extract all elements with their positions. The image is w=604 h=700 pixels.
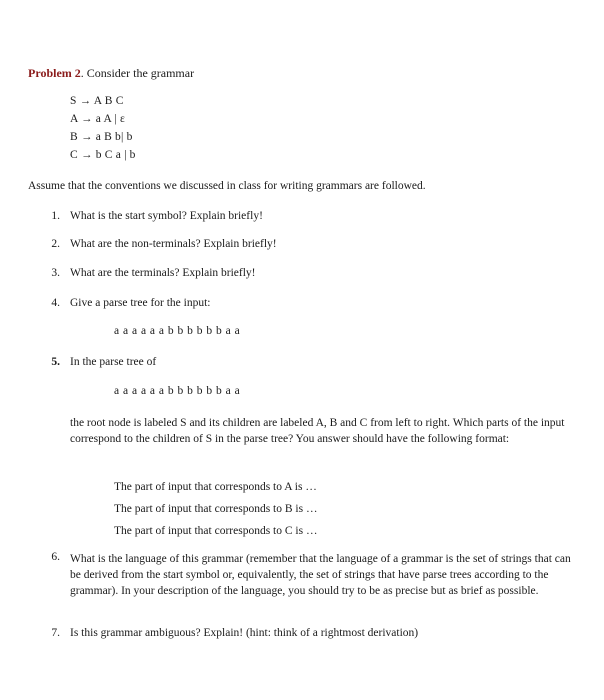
answer-format-a: The part of input that corresponds to A is … [114,481,317,493]
question-3-text: What are the terminals? Explain briefly! [70,267,256,279]
question-1-text: What is the start symbol? Explain briefly! [70,210,263,222]
question-7-text: Is this grammar ambiguous? Explain! (hint: think of a rightmost derivation) [70,627,419,639]
question-5-text: In the parse tree of [70,356,157,368]
question-1-number: 1. [51,210,60,222]
problem-title-text: . Consider the grammar [80,66,195,80]
grammar-rule-s: S → A B C [70,95,124,107]
question-2-number: 2. [51,238,60,250]
question-5-input-string: a a a a a a b b b b b b a a [114,385,241,397]
question-6-number: 6. [51,551,60,563]
answer-format-c: The part of input that corresponds to C is … [114,525,318,537]
answer-format-b: The part of input that corresponds to B is … [114,503,318,515]
question-7-number: 7. [51,627,60,639]
question-5-number: 5. [51,356,60,368]
grammar-rule-c: C → b C a | b [70,149,136,161]
grammar-rule-b: B → a B b| b [70,131,133,143]
question-4-text: Give a parse tree for the input: [70,297,211,309]
question-5-body: the root node is labeled S and its children are labeled A, B and C from left to right. Which parts of the input correspond to the children of S in the parse tree? You answer should have the following format: [70,417,565,445]
grammar-rule-a: A → a A | ε [70,113,126,125]
question-6-text: What is the language of this grammar (remember that the language of a grammar is the set of strings that can be derived from the start symbol or, equivalently, the set of strings that have parse trees according to the grammar). In your description of the language, you should try to be as precise but as brief as possible. [70,553,571,597]
problem-label: Problem 2 [28,66,81,80]
question-4-number: 4. [51,297,60,309]
problem-title [28,66,194,81]
question-4-input-string: a a a a a a b b b b b b a a [114,325,241,337]
assumption-text: Assume that the conventions we discussed in class for writing grammars are followed. [28,180,426,192]
question-3-number: 3. [51,267,60,279]
question-2-text: What are the non-terminals? Explain briefly! [70,238,277,250]
